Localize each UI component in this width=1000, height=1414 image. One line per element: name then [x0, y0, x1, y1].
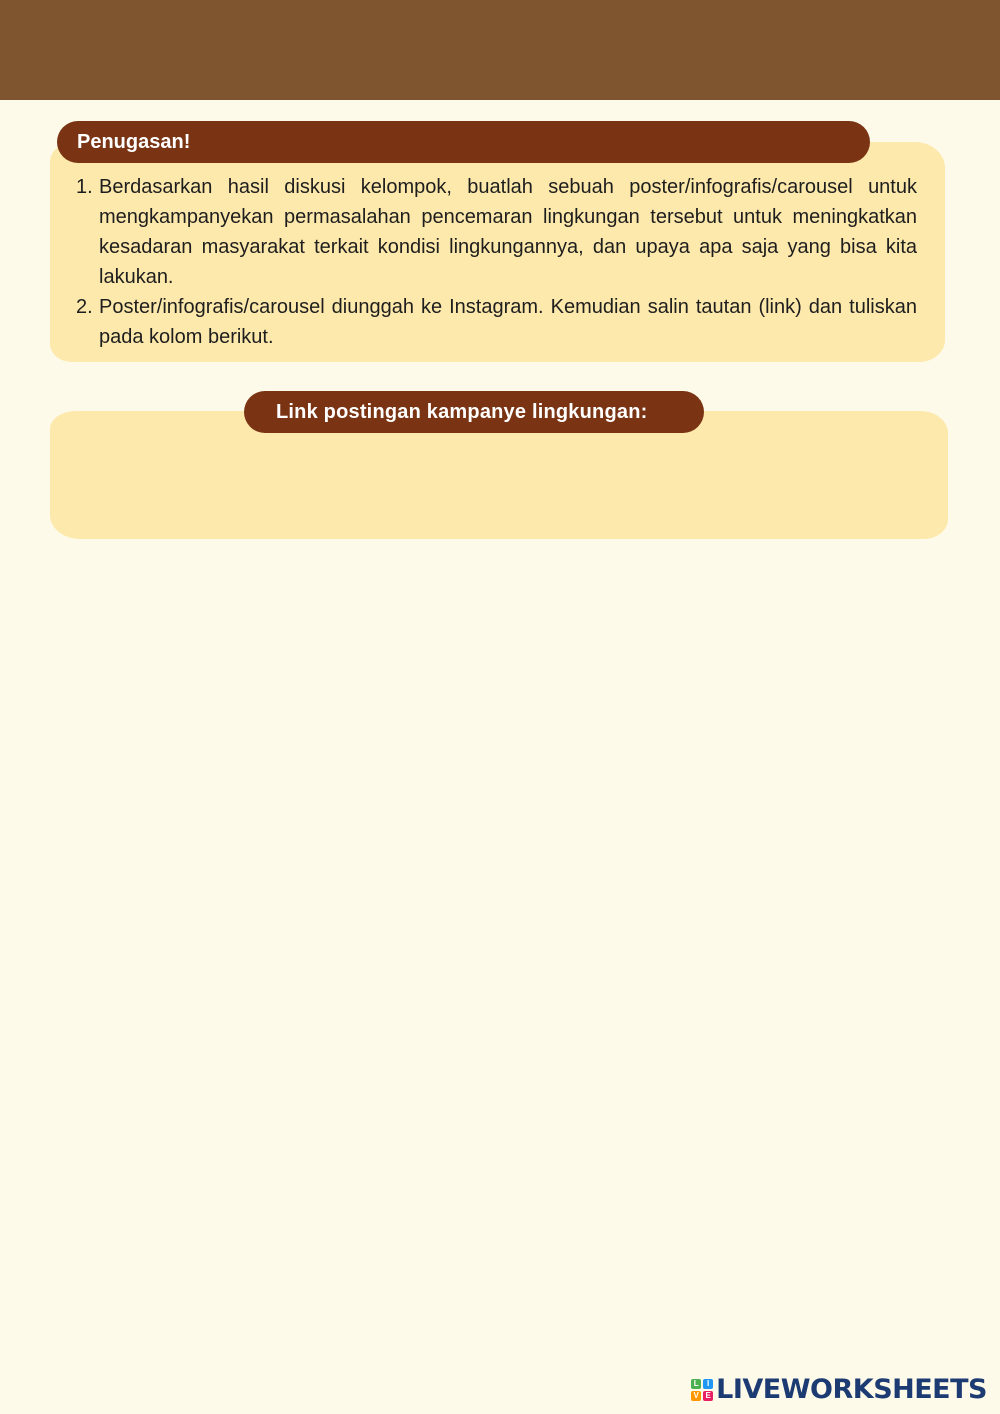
list-item-text: Berdasarkan hasil diskusi kelompok, buatlah sebuah poster/infografis/carousel untuk mengkampanyekan permasalahan pencemaran lingkungan tersebut untuk meningkatkan kesadaran masyarakat terkait kondisi lingkungannya, dan upaya apa saja yang bisa kita lakukan. [99, 176, 917, 288]
liveworksheets-brand [691, 1375, 987, 1405]
list-item-number: 2. [76, 296, 93, 318]
logo-letter: L [691, 1379, 701, 1389]
brand-name: LIVEWORKSHEETS [716, 1374, 987, 1405]
logo-letter: V [691, 1391, 701, 1401]
logo-letter: I [703, 1379, 713, 1389]
list-item [76, 172, 917, 292]
list-item [76, 292, 917, 352]
logo-letter: E [703, 1391, 713, 1401]
task-list [76, 172, 917, 352]
link-heading: Link postingan kampanye lingkungan: [244, 391, 704, 433]
list-item-text: Poster/infografis/carousel diunggah ke Instagram. Kemudian salin tautan (link) dan tuliskan pada kolom berikut. [99, 296, 917, 348]
top-banner [0, 0, 1000, 100]
task-heading: Penugasan! [57, 121, 870, 163]
liveworksheets-logo-icon [691, 1379, 713, 1401]
list-item-number: 1. [76, 176, 93, 198]
